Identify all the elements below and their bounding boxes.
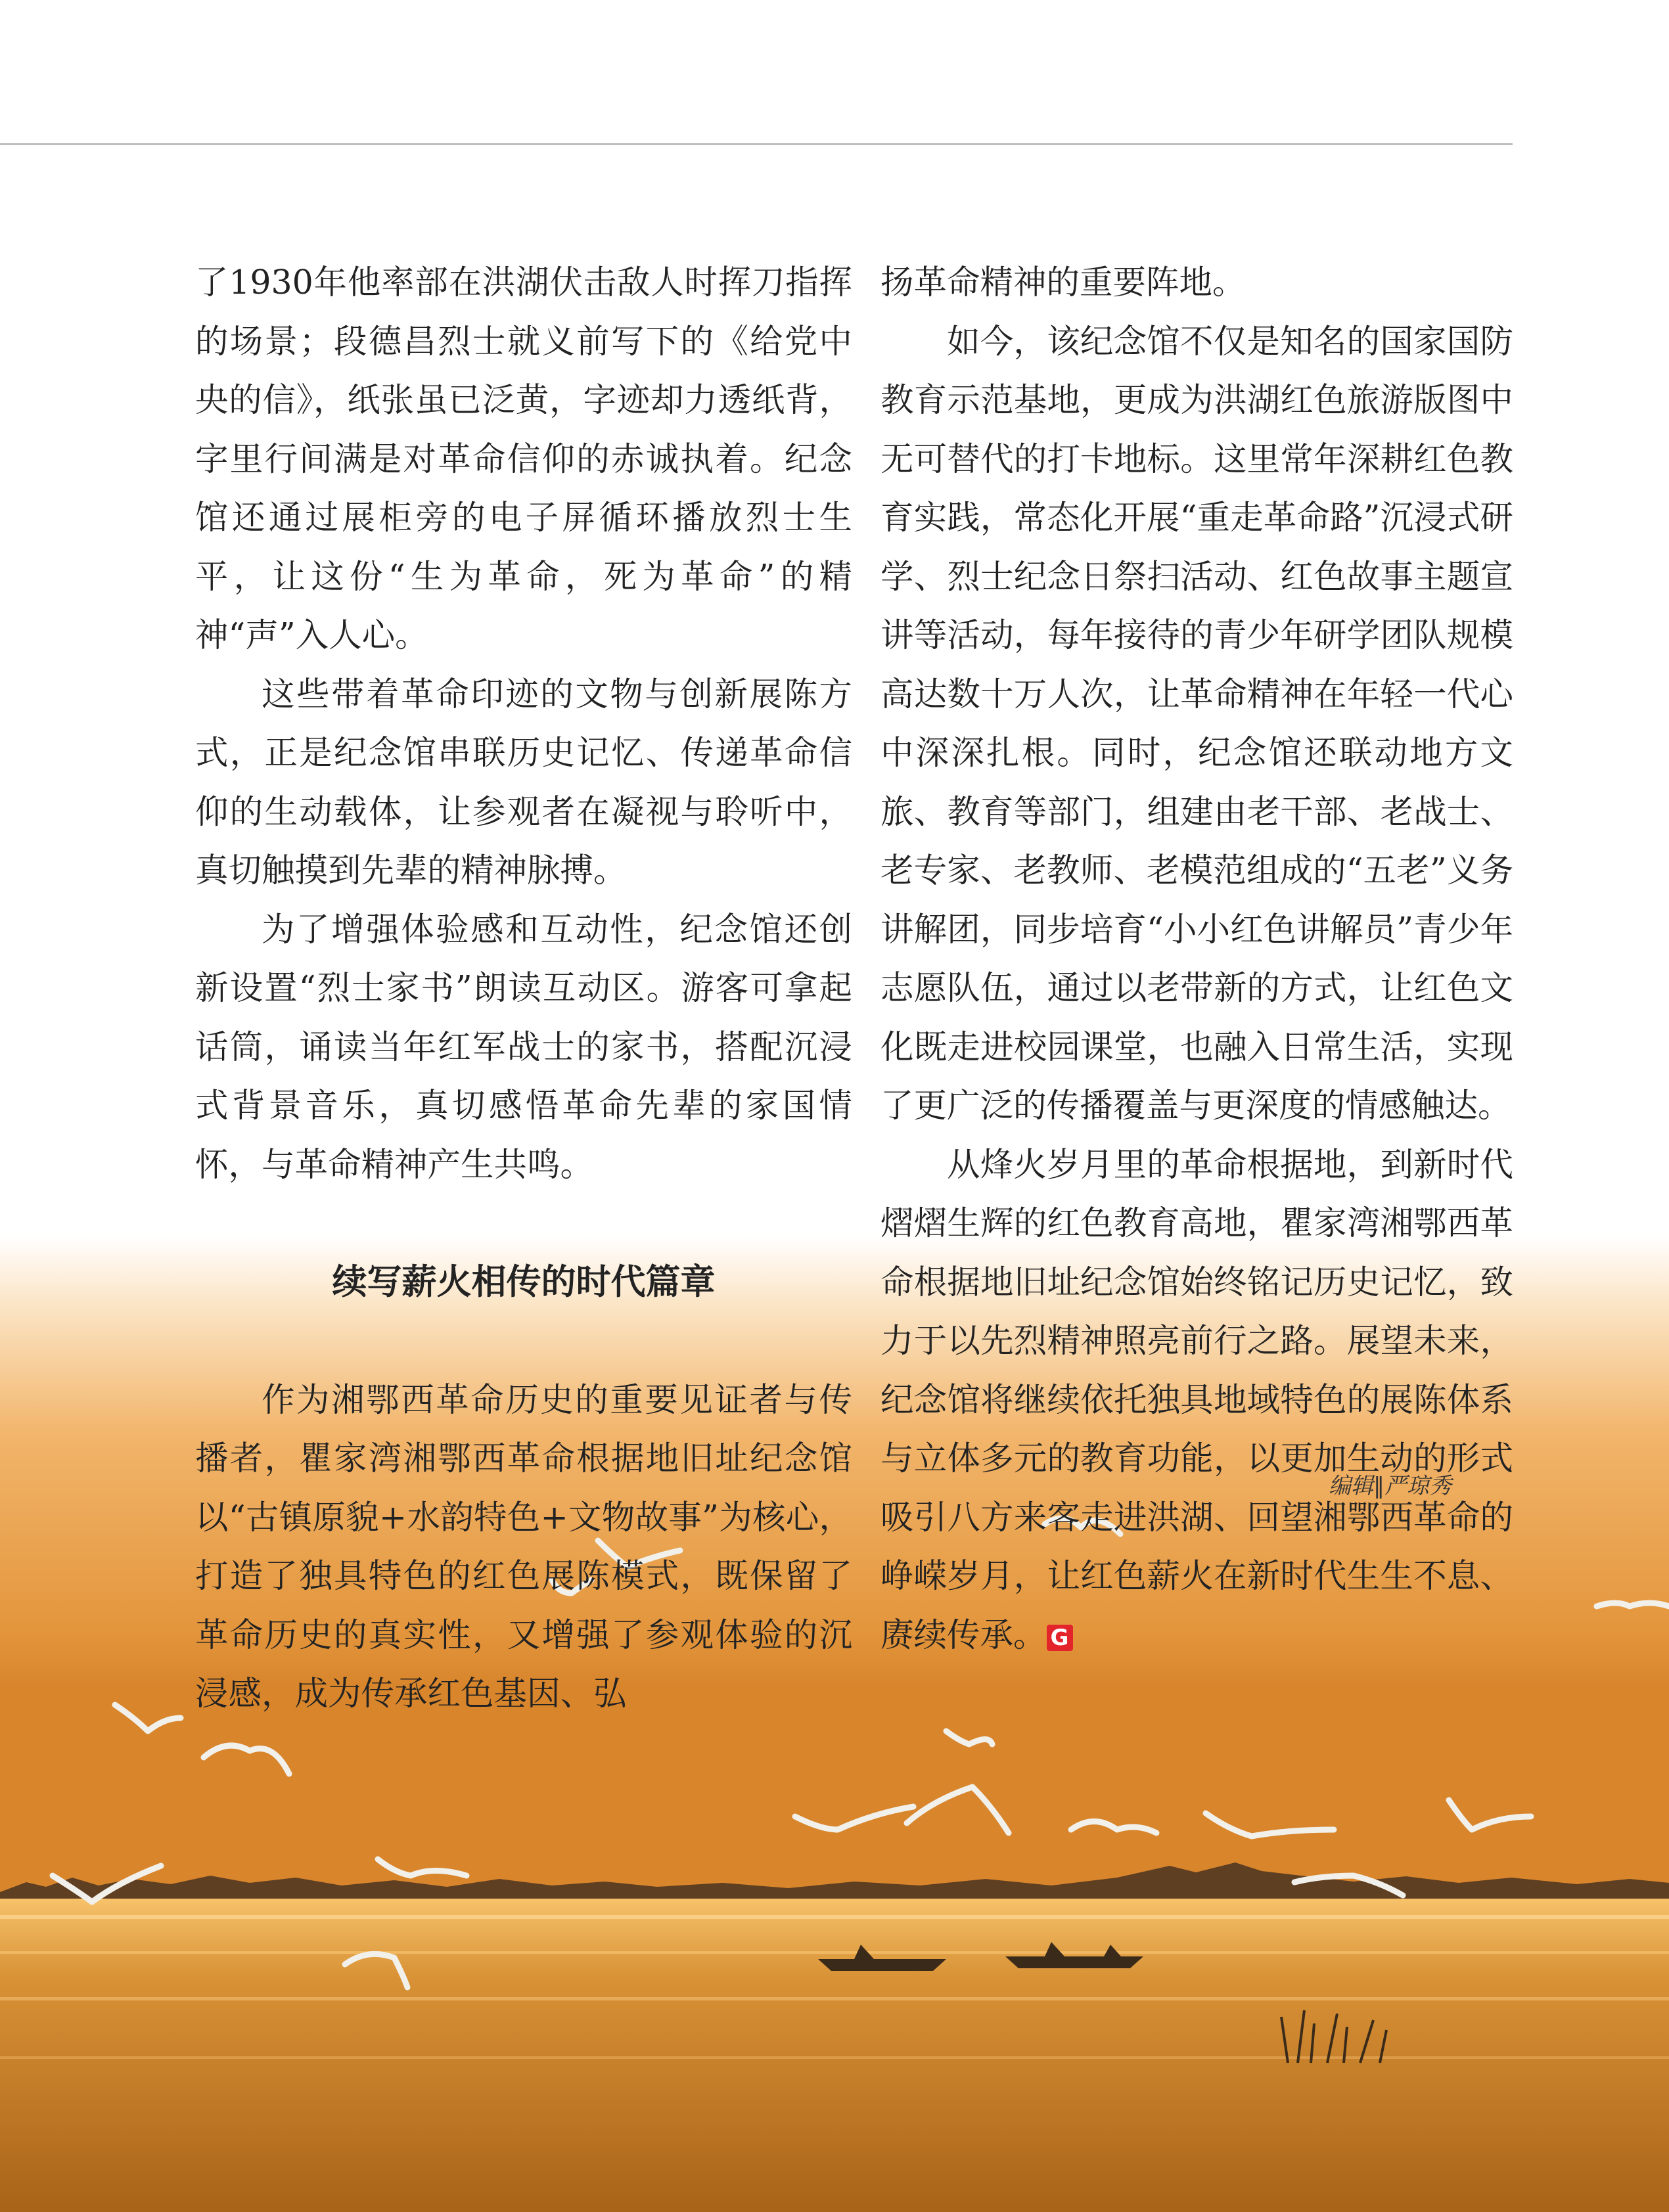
section-title: 续写薪火相传的时代篇章 bbox=[332, 1261, 716, 1302]
paragraph: 为了增强体验感和互动性，纪念馆还创新设置“烈士家书”朗读互动区。游客可拿起话筒，诵读当年红军战士的家书，搭配沉浸式背景音乐，真切感悟革命先辈的家国情怀，与革命精神产生共鸣。 bbox=[195, 909, 852, 1184]
paragraph: 如今，该纪念馆不仅是知名的国家国防教育示范基地，更成为洪湖红色旅游版图中无可替代的打卡地标。这里常年深耕红色教育实践，常态化开展“重走革命路”沉浸式研学、烈士纪念日祭扫活动、红色故事主题宣讲等活动，每年接待的青少年研学团队规模高达数十万人次，让革命精神在年轻一代心中深深扎根。同时，纪念馆还联动地方文旅、教育等部门，组建由老干部、老战士、老专家、老教师、老模范组成的“五老”义务讲解团，同步培育“小小红色讲解员”青少年志愿队伍，通过以老带新的方式，让红色文化既走进校园课堂，也融入日常生活，实现了更广泛的传播覆盖与更深度的情感触达。 bbox=[880, 321, 1513, 1125]
paragraph: 了1930年他率部在洪湖伏击敌人时挥刀指挥的场景；段德昌烈士就义前写下的《给党中央的信》，纸张虽已泛黄，字迹却力透纸背，字里行间满是对革命信仰的赤诚执着。纪念馆还通过展柜旁的电子屏循环播放烈士生平，让这份“生为革命，死为革命”的精神“声”入人心。 bbox=[195, 263, 852, 654]
paragraph bbox=[880, 1135, 1513, 1665]
paragraph: 这些带着革命印迹的文物与创新展陈方式，正是纪念馆串联历史记忆、传递革命信仰的生动载体，让参观者在凝视与聆听中，真切触摸到先辈的精神脉搏。 bbox=[195, 674, 852, 890]
editor-credit: 编辑‖严琼秀 bbox=[1329, 1473, 1452, 1499]
paragraph: 扬革命精神的重要阵地。 bbox=[880, 263, 1246, 302]
paragraph-text: 从烽火岁月里的革命根据地，到新时代熠熠生辉的红色教育高地，瞿家湾湘鄂西革命根据地旧址纪念馆始终铭记历史记忆，致力于以先烈精神照亮前行之路。展望未来，纪念馆将继续依托独具地域特色的展陈体系与立体多元的教育功能，以更加生动的形式吸引八方来客走进洪湖、回望湘鄂西革命的峥嵘岁月，让红色薪火在新时代生生不息、赓续传承。 bbox=[880, 1144, 1513, 1654]
right-column bbox=[880, 253, 1513, 1664]
top-rule bbox=[0, 143, 1513, 145]
left-column bbox=[195, 253, 852, 1723]
end-mark-icon: G bbox=[1047, 1625, 1073, 1651]
paragraph: 作为湘鄂西革命历史的重要见证者与传播者，瞿家湾湘鄂西革命根据地旧址纪念馆以“古镇原貌+水韵特色+文物故事”为核心，打造了独具特色的红色展陈模式，既保留了革命历史的真实性，又增强了参观体验的沉浸感，成为传承红色基因、弘 bbox=[195, 1380, 852, 1713]
